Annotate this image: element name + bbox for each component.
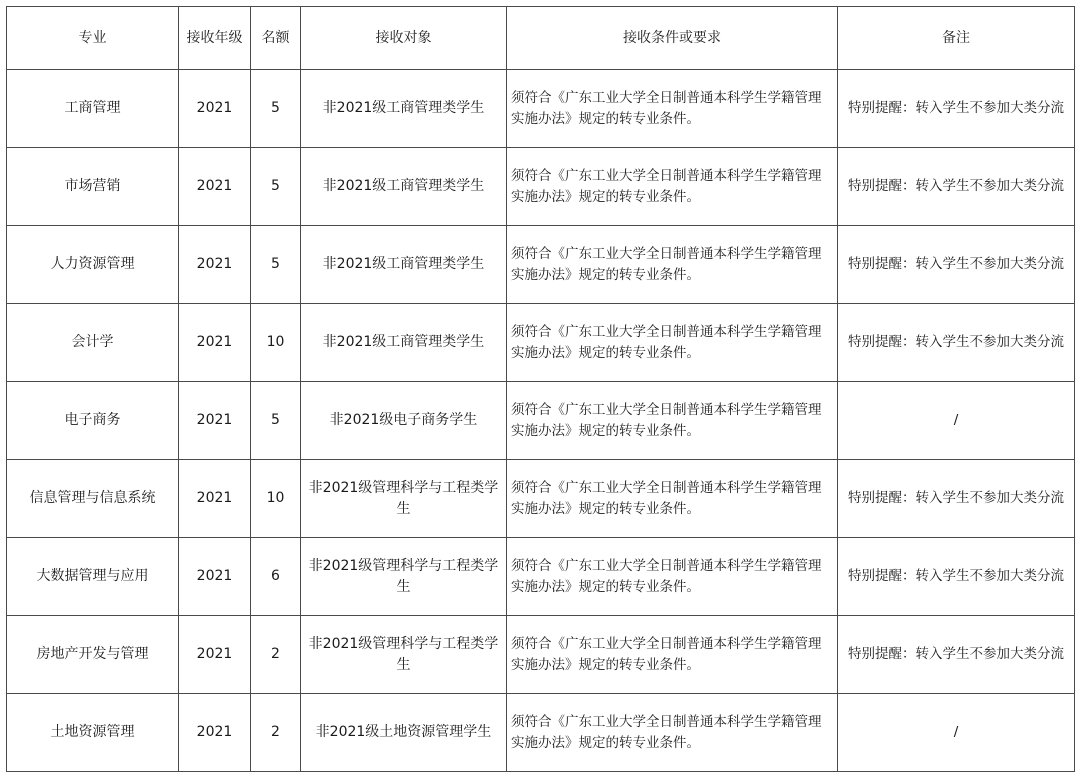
cell-grade: 2021 [179, 304, 251, 382]
table-row [7, 382, 1075, 460]
cell-conditions: 须符合《广东工业大学全日制普通本科学生学籍管理实施办法》规定的转专业条件。 [507, 538, 838, 616]
cell-conditions: 须符合《广东工业大学全日制普通本科学生学籍管理实施办法》规定的转专业条件。 [507, 304, 838, 382]
cell-major: 电子商务 [7, 382, 179, 460]
cell-grade: 2021 [179, 460, 251, 538]
cell-grade: 2021 [179, 616, 251, 694]
cell-quota: 2 [251, 694, 301, 772]
cell-conditions: 须符合《广东工业大学全日制普通本科学生学籍管理实施办法》规定的转专业条件。 [507, 616, 838, 694]
cell-conditions: 须符合《广东工业大学全日制普通本科学生学籍管理实施办法》规定的转专业条件。 [507, 70, 838, 148]
cell-conditions: 须符合《广东工业大学全日制普通本科学生学籍管理实施办法》规定的转专业条件。 [507, 382, 838, 460]
header-conditions: 接收条件或要求 [507, 7, 838, 70]
cell-quota: 10 [251, 460, 301, 538]
cell-major: 大数据管理与应用 [7, 538, 179, 616]
cell-notes: 特别提醒：转入学生不参加大类分流 [838, 70, 1075, 148]
cell-major: 人力资源管理 [7, 226, 179, 304]
cell-target: 非2021级工商管理类学生 [301, 226, 507, 304]
cell-grade: 2021 [179, 694, 251, 772]
cell-grade: 2021 [179, 226, 251, 304]
cell-notes: 特别提醒：转入学生不参加大类分流 [838, 616, 1075, 694]
cell-target: 非2021级工商管理类学生 [301, 70, 507, 148]
header-target: 接收对象 [301, 7, 507, 70]
table-header-row [7, 7, 1075, 70]
table-row [7, 226, 1075, 304]
header-quota: 名额 [251, 7, 301, 70]
cell-notes: / [838, 382, 1075, 460]
cell-conditions: 须符合《广东工业大学全日制普通本科学生学籍管理实施办法》规定的转专业条件。 [507, 694, 838, 772]
table-row [7, 694, 1075, 772]
table-row [7, 304, 1075, 382]
cell-grade: 2021 [179, 70, 251, 148]
cell-target: 非2021级管理科学与工程类学生 [301, 538, 507, 616]
cell-quota: 2 [251, 616, 301, 694]
header-major: 专业 [7, 7, 179, 70]
cell-quota: 10 [251, 304, 301, 382]
cell-quota: 5 [251, 226, 301, 304]
cell-conditions: 须符合《广东工业大学全日制普通本科学生学籍管理实施办法》规定的转专业条件。 [507, 226, 838, 304]
cell-major: 房地产开发与管理 [7, 616, 179, 694]
cell-grade: 2021 [179, 382, 251, 460]
table-row [7, 616, 1075, 694]
cell-major: 会计学 [7, 304, 179, 382]
cell-major: 土地资源管理 [7, 694, 179, 772]
cell-notes: 特别提醒：转入学生不参加大类分流 [838, 148, 1075, 226]
cell-notes: 特别提醒：转入学生不参加大类分流 [838, 304, 1075, 382]
table-row [7, 148, 1075, 226]
cell-quota: 5 [251, 148, 301, 226]
cell-target: 非2021级工商管理类学生 [301, 304, 507, 382]
cell-target: 非2021级管理科学与工程类学生 [301, 460, 507, 538]
cell-target: 非2021级工商管理类学生 [301, 148, 507, 226]
cell-quota: 5 [251, 382, 301, 460]
cell-target: 非2021级管理科学与工程类学生 [301, 616, 507, 694]
header-grade: 接收年级 [179, 7, 251, 70]
transfer-majors-table [6, 6, 1075, 772]
cell-grade: 2021 [179, 148, 251, 226]
cell-conditions: 须符合《广东工业大学全日制普通本科学生学籍管理实施办法》规定的转专业条件。 [507, 460, 838, 538]
cell-notes: 特别提醒：转入学生不参加大类分流 [838, 460, 1075, 538]
table-row [7, 538, 1075, 616]
cell-grade: 2021 [179, 538, 251, 616]
cell-notes: 特别提醒：转入学生不参加大类分流 [838, 538, 1075, 616]
header-notes: 备注 [838, 7, 1075, 70]
cell-major: 市场营销 [7, 148, 179, 226]
cell-major: 工商管理 [7, 70, 179, 148]
cell-conditions: 须符合《广东工业大学全日制普通本科学生学籍管理实施办法》规定的转专业条件。 [507, 148, 838, 226]
cell-quota: 5 [251, 70, 301, 148]
cell-notes: / [838, 694, 1075, 772]
cell-quota: 6 [251, 538, 301, 616]
cell-target: 非2021级电子商务学生 [301, 382, 507, 460]
cell-major: 信息管理与信息系统 [7, 460, 179, 538]
table-row [7, 460, 1075, 538]
cell-target: 非2021级土地资源管理学生 [301, 694, 507, 772]
table-row [7, 70, 1075, 148]
cell-notes: 特别提醒：转入学生不参加大类分流 [838, 226, 1075, 304]
